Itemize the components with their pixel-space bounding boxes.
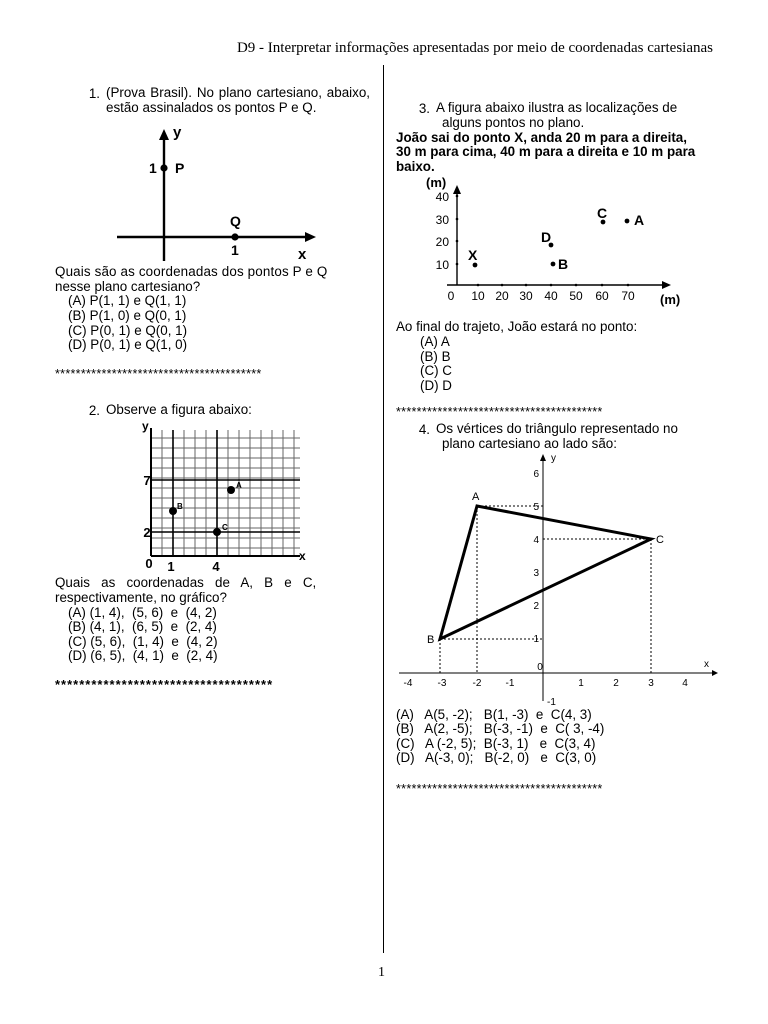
q1-intro: (Prova Brasil). No plano cartesiano, abaixo, estão assinalados os pontos P e Q. — [106, 85, 370, 115]
q4-xtick-m3: -3 — [437, 677, 447, 689]
q3-xtick-40: 40 — [544, 289, 558, 304]
q2-intro: Observe a figura abaixo: — [106, 402, 252, 418]
q4-ytick-3: 3 — [533, 567, 539, 579]
q4-option-a: (A) A(5, -2); B(1, -3) e C(4, 3) — [396, 706, 592, 722]
page-number: 1 — [378, 965, 385, 980]
q1-point-p — [160, 165, 167, 172]
q3-bold-line3: baixo. — [396, 158, 435, 174]
q4-triangle — [440, 506, 651, 639]
q4-ytick-6: 6 — [533, 468, 539, 480]
q4-intro-line1: Os vértices do triângulo representado no — [436, 420, 678, 436]
q2-option-a: (A) (1, 4), (5, 6) e (4, 2) — [68, 604, 217, 620]
q1-y-label: y — [173, 124, 182, 142]
q4-xtick-m1: -1 — [505, 677, 515, 689]
q4-intro-line2: plano cartesiano ao lado são: — [442, 435, 617, 451]
q3-point-x — [473, 263, 478, 268]
q3-xtick-30: 30 — [519, 289, 533, 304]
q4-option-b: (B) A(2, -5); B(-3, -1) e C( 3, -4) — [396, 721, 605, 737]
q2-point-c — [213, 528, 221, 536]
q2-label-a: A — [236, 481, 242, 491]
column-divider — [383, 65, 384, 953]
page-header: D9 - Interpretar informações apresentadas por meio de coordenadas cartesianas — [236, 40, 713, 56]
q1-tick-y: 1 — [149, 160, 157, 177]
q3-option-d: (D) D — [420, 377, 452, 393]
q3-ytick-20: 20 — [435, 235, 449, 250]
q4-xtick-m4: -4 — [403, 677, 413, 689]
q4-ytick-5: 5 — [533, 501, 539, 513]
q2-y-label: y — [142, 420, 149, 434]
q4-x-label: x — [704, 658, 709, 670]
q4-number: 4. — [418, 421, 430, 437]
q4-option-d: (D) A(-3, 0); B(-2, 0) e C(3, 0) — [396, 750, 597, 766]
q4-label-c: C — [656, 533, 664, 546]
q2-number: 2. — [88, 403, 100, 419]
q3-label-a: A — [634, 212, 645, 229]
q3-xtick-60: 60 — [595, 289, 609, 304]
q1-x-label: x — [298, 246, 307, 264]
q4-x-arrow — [712, 670, 718, 676]
q1-number: 1. — [88, 86, 100, 101]
q3-figure — [396, 172, 716, 322]
q4-ytick-2: 2 — [533, 600, 539, 612]
q3-question: Ao final do trajeto, João estará no ponto: — [396, 319, 638, 335]
q3-xtick-20: 20 — [495, 289, 509, 304]
q4-xtick-0: 0 — [537, 661, 543, 673]
q3-xtick-10: 10 — [471, 289, 485, 304]
q1-figure — [55, 117, 375, 265]
q3-label-d: D — [541, 229, 552, 246]
q4-label-a: A — [472, 490, 480, 503]
q3-x-arrow — [662, 281, 671, 289]
q2-option-b: (B) (4, 1), (6, 5) e (2, 4) — [68, 619, 217, 635]
q3-xtick-50: 50 — [569, 289, 583, 304]
q4-xtick-3: 3 — [648, 677, 654, 689]
q2-option-d: (D) (6, 5), (4, 1) e (2, 4) — [68, 648, 218, 664]
q1-y-arrow — [159, 129, 169, 140]
q4-xtick-1: 1 — [578, 677, 584, 689]
q2-label-c: C — [222, 523, 228, 533]
q3-point-b — [551, 262, 556, 267]
q4-xtick-4: 4 — [682, 677, 688, 689]
q4-xtick-2: 2 — [613, 677, 619, 689]
q2-origin: 0 — [145, 556, 153, 572]
q2-label-b: B — [177, 502, 183, 512]
q3-point-a — [625, 219, 630, 224]
q1-option-c: (C) P(0, 1) e Q(0, 1) — [68, 322, 188, 338]
q1-tick-x: 1 — [231, 242, 239, 259]
q3-xtick-0: 0 — [447, 289, 455, 304]
q4-ytick-4: 4 — [533, 534, 539, 546]
q3-separator: **************************************** — [396, 405, 603, 420]
q3-option-a: (A) A — [420, 333, 450, 349]
q3-ytick-10: 10 — [435, 258, 449, 273]
q1-question-line2: nesse plano cartesiano? — [55, 278, 201, 294]
q2-x-label: x — [299, 549, 306, 564]
q4-y-arrow — [540, 454, 546, 461]
q3-intro-line2: alguns pontos no plano. — [442, 115, 585, 130]
q2-option-c: (C) (5, 6), (1, 4) e (4, 2) — [68, 633, 218, 649]
q2-tick-x1: 1 — [167, 559, 175, 575]
q3-option-c: (C) C — [420, 363, 452, 379]
q3-ytick-30: 30 — [435, 213, 449, 228]
q3-number: 3. — [418, 101, 430, 116]
q1-heading — [55, 86, 375, 115]
q1-separator: **************************************** — [55, 366, 262, 381]
q1-question-line1: Quais são as coordenadas dos pontos P e Q — [55, 264, 328, 280]
q2-question-line2: respectivamente, no gráfico? — [55, 589, 227, 605]
q2-figure — [55, 420, 375, 575]
q1-option-d: (D) P(0, 1) e Q(1, 0) — [68, 337, 188, 353]
q4-heading — [396, 422, 716, 437]
q4-ytick-m1: -1 — [547, 696, 556, 708]
q1-label-q: Q — [230, 213, 241, 230]
right-column — [396, 101, 716, 797]
q1-point-q — [231, 234, 238, 241]
q3-y-unit: (m) — [426, 175, 447, 191]
q4-label-b: B — [427, 633, 435, 646]
q2-question-line1: Quais as coordenadas de A, B e C, — [55, 575, 317, 591]
q2-tick-y2: 2 — [143, 525, 151, 541]
q3-option-b: (B) B — [420, 348, 451, 364]
q4-separator: **************************************** — [396, 781, 603, 796]
q3-intro-line1: A figura abaixo ilustra as localizações de — [436, 100, 678, 115]
q2-tick-y7: 7 — [143, 473, 151, 489]
q1-x-arrow — [305, 232, 316, 242]
left-column — [55, 86, 375, 693]
q2-heading — [55, 403, 375, 418]
q3-bold-line2: 30 m para cima, 40 m para a direita e 10 m para — [396, 144, 696, 160]
q2-point-b — [169, 507, 177, 515]
q2-separator: ************************************ — [55, 676, 274, 692]
q3-y-arrow — [453, 185, 461, 194]
q4-xtick-m2: -2 — [472, 677, 482, 689]
q4-option-c: (C) A (-2, 5); B(-3, 1) e C(3, 4) — [396, 735, 596, 751]
q3-heading — [396, 101, 716, 116]
q3-label-b: B — [558, 256, 569, 273]
q4-ytick-1: 1 — [533, 633, 539, 645]
q3-label-c: C — [597, 205, 608, 222]
q1-option-b: (B) P(1, 0) e Q(0, 1) — [68, 307, 187, 323]
q4-figure — [396, 448, 726, 710]
q1-option-a: (A) P(1, 1) e Q(1, 1) — [68, 293, 187, 309]
q3-bold-line1: João sai do ponto X, anda 20 m para a direita, — [396, 129, 687, 145]
q2-point-a — [227, 486, 235, 494]
q2-tick-x4: 4 — [212, 559, 220, 575]
q3-label-x: X — [468, 247, 478, 264]
q4-y-label: y — [551, 452, 556, 464]
q3-xtick-70: 70 — [621, 289, 635, 304]
q3-ytick-40: 40 — [435, 190, 449, 205]
q1-label-p: P — [175, 160, 185, 177]
q3-x-unit: (m) — [660, 292, 681, 308]
